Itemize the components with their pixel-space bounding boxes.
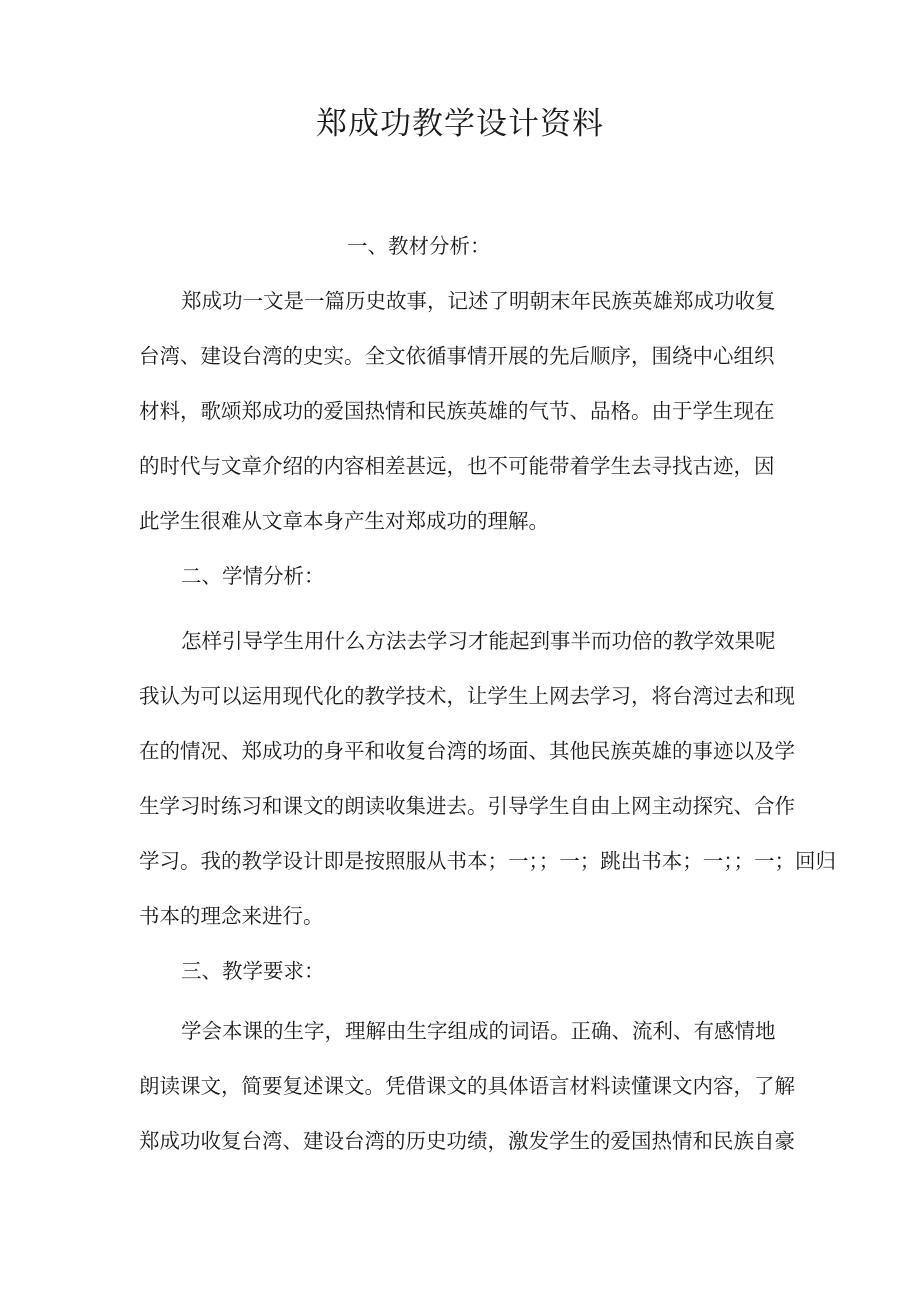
section-heading-2: 二、学情分析： <box>181 564 325 588</box>
paragraph-line: 书本的理念来进行。 <box>139 904 324 928</box>
paragraph-line: 学会本课的生字，理解由生字组成的词语。正确、流利、有感情地 <box>181 1019 776 1043</box>
paragraph-line: 台湾、建设台湾的史实。全文依循事情开展的先后顺序，围绕中心组织 <box>139 344 775 368</box>
paragraph-line: 郑成功收复台湾、建设台湾的历史功绩，激发学生的爱国热情和民族自豪 <box>139 1129 795 1153</box>
paragraph-line: 郑成功一文是一篇历史故事，记述了明朝末年民族英雄郑成功收复 <box>181 289 776 313</box>
section-heading-3: 三、教学要求： <box>181 959 325 983</box>
paragraph-line: 的时代与文章介绍的内容相差甚远，也不可能带着学生去寻找古迹，因 <box>139 454 775 478</box>
paragraph-line: 我认为可以运用现代化的教学技术，让学生上网去学习，将台湾过去和现 <box>139 684 795 708</box>
paragraph-line: 朗读课文，简要复述课文。凭借课文的具体语言材料读懂课文内容，了解 <box>139 1074 795 1098</box>
paragraph-line: 此学生很难从文章本身产生对郑成功的理解。 <box>139 509 549 533</box>
section-heading-1: 一、教材分析： <box>347 234 491 258</box>
paragraph-line: 在的情况、郑成功的身平和收复台湾的场面、其他民族英雄的事迹以及学 <box>139 739 795 763</box>
paragraph-line: 材料，歌颂郑成功的爱国热情和民族英雄的气节、品格。由于学生现在 <box>139 399 775 423</box>
document-title: 郑成功教学设计资料 <box>316 106 604 142</box>
paragraph-line: 生学习时练习和课文的朗读收集进去。引导学生自由上网主动探究、合作 <box>139 794 795 818</box>
paragraph-line: 学习。我的教学设计即是按照服从书本；一；；一；跳出书本；一；；一；回归 <box>139 849 836 873</box>
paragraph-line: 怎样引导学生用什么方法去学习才能起到事半而功倍的教学效果呢 <box>181 629 776 653</box>
